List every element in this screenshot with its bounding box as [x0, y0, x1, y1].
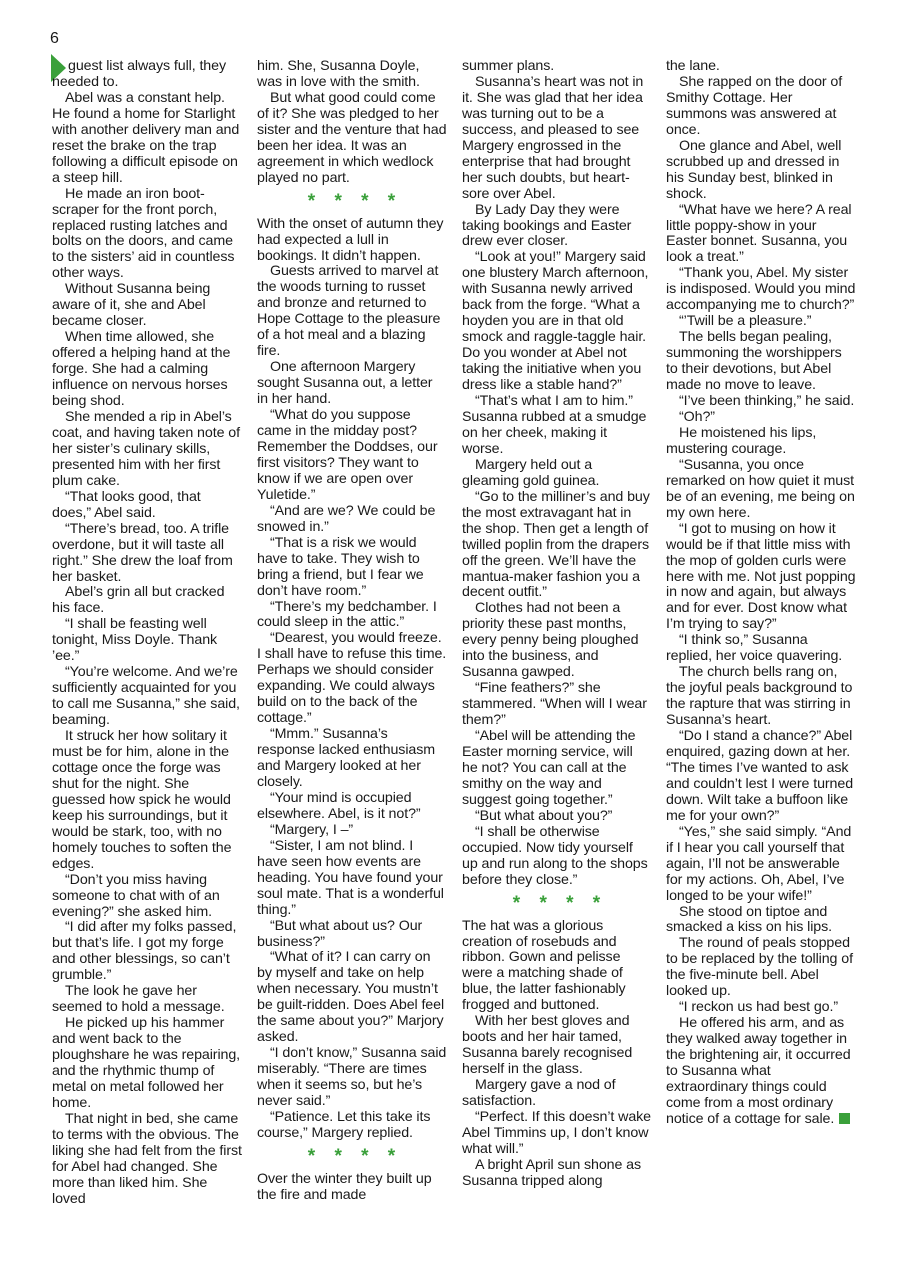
paragraph: With the onset of autumn they had expected a lull in bookings. It didn’t happen.: [257, 215, 444, 264]
paragraph: “Fine feathers?” she stammered. “When will I wear them?”: [462, 680, 647, 729]
paragraph: He picked up his hammer and went back to the ploughshare he was repairing, and the rhythmic thump of metal on metal followed her home.: [52, 1015, 241, 1111]
paragraph: “I shall be feasting well tonight, Miss Doyle. Thank ’ee.”: [52, 616, 218, 665]
section-break: * * * *: [307, 1145, 397, 1167]
paragraph: Margery gave a nod of satisfaction.: [462, 1077, 616, 1110]
paragraph: “Thank you, Abel. My sister is indisposed. Would you mind accompanying me to church?”: [666, 265, 856, 314]
paragraph: “I got to musing on how it would be if that little miss with the mop of golden curls were here with me. Not just popping in now and again, but always and for ever. Dost know what I’m trying to say?”: [666, 520, 856, 633]
paragraph: “Dearest, you would freeze. I shall have to refuse this time. Perhaps we should consider expanding. We could always build on to the back of the cottage.”: [257, 630, 447, 727]
paragraph: The bells began pealing, summoning the worshippers to their devotions, but Abel made no move to leave.: [666, 329, 842, 394]
paragraph: Abel was a constant help. He found a home for Starlight with another delivery man and reset the brake on the trap following a difficult episode on a steep hill.: [52, 89, 240, 186]
paragraph: The hat was a glorious creation of rosebuds and ribbon. Gown and pelisse were a matching shade of blue, the latter fashionably frogged and buttoned.: [462, 917, 626, 1014]
paragraph: She mended a rip in Abel’s coat, and having taken note of her sister’s culinary skills, presented him with her first plum cake.: [52, 408, 240, 489]
paragraph: “I reckon us had best go.”: [679, 999, 838, 1016]
text-column-4: [666, 59, 856, 1128]
paragraph: “Yes,” she said simply. “And if I hear you call yourself that again, I’ll not be answerable for my actions. Oh, Abel, I’ve longed to be your wife!”: [666, 823, 852, 904]
paragraph: Over the winter they built up the fire and made: [257, 1170, 432, 1203]
paragraph: him. She, Susanna Doyle, was in love with the smith.: [257, 58, 420, 90]
paragraph: “’Twill be a pleasure.”: [679, 313, 812, 330]
paragraph: “There’s my bedchamber. I could sleep in the attic.”: [257, 598, 437, 631]
paragraph: “Susanna, you once remarked on how quiet it must be of an evening, me being on my own here.: [666, 456, 855, 521]
paragraph: Margery held out a gleaming gold guinea.: [462, 456, 600, 489]
paragraph: “Abel will be attending the Easter morning service, will he not? You can call at the smithy on the way and suggest going together.”: [462, 728, 636, 808]
paragraph: “And are we? We could be snowed in.”: [257, 502, 436, 535]
paragraph: He offered his arm, and as they walked away together in the brightening air, it occurred to Susanna what extraordinary things could come from a most ordinary notice of a cottage for sale.: [666, 1015, 851, 1127]
paragraph: “But what about you?”: [475, 807, 613, 824]
paragraph: “What have we here? A real little poppy-show in your Easter bonnet. Susanna, you look a treat.”: [666, 201, 852, 266]
paragraph: “I don’t know,” Susanna said miserably. “There are times when it seems so, but he’s never said.”: [257, 1045, 447, 1110]
paragraph: “I did after my folks passed, but that’s life. I got my forge and other blessings, so can’t grumble.”: [52, 919, 237, 984]
paragraph: Abel’s grin all but cracked his face.: [52, 584, 225, 617]
paragraph: Without Susanna being aware of it, she and Abel became closer.: [52, 281, 211, 330]
paragraph: Clothes had not been a priority these past months, every penny being ploughed into the business, and Susanna gawped.: [462, 600, 639, 681]
paragraph: “There’s bread, too. A trifle overdone, but it will taste all right.” She drew the loaf from her basket.: [52, 520, 233, 585]
paragraph: “I’ve been thinking,” he said.: [679, 393, 855, 410]
paragraph: With her best gloves and boots and her hair tamed, Susanna barely recognised herself in the glass.: [462, 1013, 633, 1078]
paragraph: “What of it? I can carry on by myself and take on help when necessary. You mustn’t be guilt-ridden. Does Abel feel the same about you?” Marjory asked.: [257, 949, 445, 1046]
paragraph: The church bells rang on, the joyful peals background to the rapture that was stirring in Susanna’s heart.: [666, 664, 853, 729]
paragraph: But what good could come of it? She was pledged to her sister and the venture that had been her idea. It was an agreement in which wedlock played no part.: [257, 89, 447, 186]
section-break: * * * *: [512, 892, 602, 914]
paragraph: summer plans.: [462, 58, 555, 74]
page-number: 6: [50, 30, 59, 47]
paragraph: “Go to the milliner’s and buy the most extravagant hat in the shop. Then get a length of twilled poplin from the drapers off the green. We’ll have the mantua-maker fashion you a decent outfit.”: [462, 488, 650, 601]
paragraph: “Don’t you miss having someone to chat with of an evening?” she asked him.: [52, 871, 220, 920]
paragraph: “Your mind is occupied elsewhere. Abel, is it not?”: [257, 789, 421, 822]
paragraph: He moistened his lips, mustering courage.: [666, 424, 817, 457]
text-column-2: [257, 59, 447, 1204]
paragraph: One afternoon Margery sought Susanna out, a letter in her hand.: [257, 359, 433, 408]
paragraph: the lane.: [666, 58, 720, 74]
paragraph: “Patience. Let this take its course,” Margery replied.: [257, 1109, 431, 1141]
paragraph: “What do you suppose came in the midday post? Remember the Doddses, our first visitors? They want to know if we are open over Yuletide.”: [257, 407, 438, 503]
paragraph: “Oh?”: [679, 408, 715, 425]
paragraph: “Do I stand a chance?” Abel enquired, gazing down at her. “The times I’ve wanted to ask and couldn’t lest I were turned down. Wilt take a buffoon like me for your own?”: [666, 728, 854, 824]
paragraph: “You’re welcome. And we’re sufficiently acquainted for you to call me Susanna,” she said, beaming.: [52, 664, 240, 729]
paragraph: By Lady Day they were taking bookings and Easter drew ever closer.: [462, 201, 632, 250]
paragraph: Guests arrived to marvel at the woods turning to russet and bronze and returned to Hope Cottage to the pleasure of a hot meal and a blazing fire.: [257, 263, 441, 360]
paragraph: “But what about us? Our business?”: [257, 917, 423, 950]
paragraph: guest list always full, they needed to.: [52, 58, 226, 90]
paragraph: She rapped on the door of Smithy Cottage. Her summons was answered at once.: [666, 73, 843, 138]
paragraph: The round of peals stopped to be replaced by the tolling of the five-minute bell. Abel looked up.: [666, 935, 853, 1000]
paragraph: “That looks good, that does,” Abel said.: [52, 488, 201, 521]
paragraph: “I shall be otherwise occupied. Now tidy yourself up and run along to the shops before they close.”: [462, 823, 648, 888]
paragraph: He made an iron boot-scraper for the front porch, replaced rusting latches and bolts on the doors, and came to the sisters’ aid in countless other ways.: [52, 185, 235, 282]
paragraph: “Mmm.” Susanna’s response lacked enthusiasm and Margery looked at her closely.: [257, 726, 436, 790]
paragraph: It struck her how solitary it must be for him, alone in the cottage once the forge was shut for the night. She guessed how spick he would keep his surroundings, but it would be stark, too, with no homely touches to soften the edges.: [52, 728, 232, 872]
paragraph: That night in bed, she came to terms with the obvious. The liking she had felt from the first for Abel had changed. She more than liked him. She loved: [52, 1110, 242, 1207]
paragraph: The look he gave her seemed to hold a message.: [52, 983, 225, 1016]
end-of-story-icon: [839, 1113, 850, 1124]
paragraph: When time allowed, she offered a helping hand at the forge. She had a calming influence on nervous horses being shod.: [52, 329, 231, 410]
text-column-3: [462, 59, 652, 1190]
paragraph: “That’s what I am to him.” Susanna rubbed at a smudge on her cheek, making it worse.: [462, 393, 647, 457]
text-column-1: [52, 59, 242, 1208]
paragraph: She stood on tiptoe and smacked a kiss on his lips.: [666, 903, 832, 936]
paragraph: “Sister, I am not blind. I have seen how events are heading. You have found your soul mate. That is a wonderful thing.”: [257, 837, 444, 918]
paragraph: “Margery, I –”: [270, 821, 354, 838]
paragraph: Susanna’s heart was not in it. She was glad that her idea was turning out to be a success, and pleased to see Margery engrossed in the enterprise that had brought her such doubts, but heart-sore over Abel.: [462, 73, 644, 202]
paragraph: One glance and Abel, well scrubbed up and dressed in his Sunday best, blinked in shock.: [666, 137, 842, 202]
paragraph: “That is a risk we would have to take. They wish to bring a friend, but I fear we don’t have room.”: [257, 534, 424, 599]
paragraph: “I think so,” Susanna replied, her voice quavering.: [666, 632, 843, 665]
section-break: * * * *: [307, 190, 397, 212]
paragraph: “Look at you!” Margery said one blustery March afternoon, with Susanna newly arrived back from the forge. “What a hoyden you are in that old smock and raggle-taggle hair. Do you wonder at Abel not taking the initiative when you dress like a stable hand?”: [462, 249, 649, 394]
paragraph: “Perfect. If this doesn’t wake Abel Timmins up, I don’t know what will.”: [462, 1109, 651, 1157]
paragraph: A bright April sun shone as Susanna tripped along: [462, 1156, 642, 1189]
